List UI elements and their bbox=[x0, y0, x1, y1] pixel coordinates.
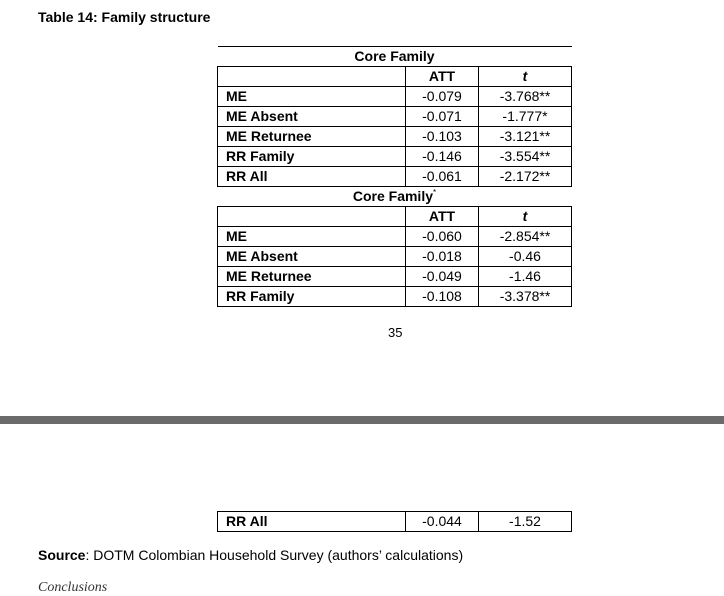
table-caption: Table 14: Family structure bbox=[38, 9, 211, 25]
row-label: ME Absent bbox=[218, 107, 406, 127]
section-title: Core Family bbox=[218, 47, 572, 67]
row-label: RR Family bbox=[218, 147, 406, 167]
table-row bbox=[218, 147, 572, 167]
column-header-att: ATT bbox=[406, 67, 479, 87]
family-structure-table-continued bbox=[217, 511, 572, 532]
table-row bbox=[218, 267, 572, 287]
att-value: -0.108 bbox=[406, 287, 479, 307]
table-row bbox=[218, 287, 572, 307]
section-header-core-family-star bbox=[218, 187, 572, 207]
section-title: Core Family bbox=[352, 188, 433, 204]
table-row bbox=[218, 512, 572, 532]
column-header-row bbox=[218, 67, 572, 87]
row-label: RR All bbox=[218, 512, 406, 532]
table-row bbox=[218, 167, 572, 187]
t-value: -3.554** bbox=[479, 147, 572, 167]
row-label: RR All bbox=[218, 167, 406, 187]
table-row bbox=[218, 87, 572, 107]
table-row bbox=[218, 227, 572, 247]
empty-header-cell bbox=[218, 207, 406, 227]
t-value: -1.777* bbox=[479, 107, 572, 127]
section-heading-cutoff: Conclusions bbox=[38, 580, 108, 595]
att-value: -0.146 bbox=[406, 147, 479, 167]
row-label: ME Returnee bbox=[218, 127, 406, 147]
att-value: -0.061 bbox=[406, 167, 479, 187]
column-header-att: ATT bbox=[406, 207, 479, 227]
t-value: -0.46 bbox=[479, 247, 572, 267]
att-value: -0.060 bbox=[406, 227, 479, 247]
column-header-row bbox=[218, 207, 572, 227]
t-value: -2.854** bbox=[479, 227, 572, 247]
empty-header-cell bbox=[218, 67, 406, 87]
t-value: -3.121** bbox=[479, 127, 572, 147]
table-row bbox=[218, 107, 572, 127]
column-header-t: t bbox=[479, 207, 572, 227]
att-value: -0.049 bbox=[406, 267, 479, 287]
table-row bbox=[218, 127, 572, 147]
family-structure-table bbox=[217, 46, 572, 307]
source-text: : DOTM Colombian Household Survey (authors’ calculations) bbox=[85, 547, 464, 563]
row-label: ME bbox=[218, 227, 406, 247]
t-value: -1.52 bbox=[479, 512, 572, 532]
row-label: ME Absent bbox=[218, 247, 406, 267]
att-value: -0.103 bbox=[406, 127, 479, 147]
page-separator bbox=[0, 416, 724, 424]
att-value: -0.079 bbox=[406, 87, 479, 107]
t-value: -3.768** bbox=[479, 87, 572, 107]
page-number: 35 bbox=[388, 325, 403, 340]
att-value: -0.044 bbox=[406, 512, 479, 532]
t-value: -3.378** bbox=[479, 287, 572, 307]
section-header-core-family bbox=[218, 47, 572, 67]
t-value: -1.46 bbox=[479, 267, 572, 287]
column-header-t: t bbox=[479, 67, 572, 87]
row-label: ME Returnee bbox=[218, 267, 406, 287]
row-label: RR Family bbox=[218, 287, 406, 307]
table-row bbox=[218, 247, 572, 267]
att-value: -0.071 bbox=[406, 107, 479, 127]
section-title-footnote-mark: * bbox=[433, 188, 437, 197]
att-value: -0.018 bbox=[406, 247, 479, 267]
t-value: -2.172** bbox=[479, 167, 572, 187]
source-note bbox=[38, 547, 463, 563]
source-label: Source bbox=[38, 547, 86, 563]
row-label: ME bbox=[218, 87, 406, 107]
